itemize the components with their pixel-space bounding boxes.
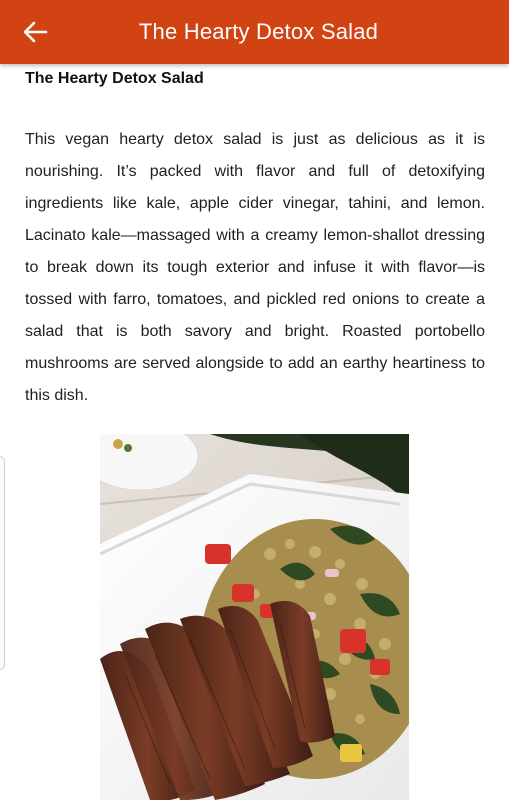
scroll-edge-handle[interactable] [0,456,5,670]
app-bar-title: The Hearty Detox Salad [138,19,379,44]
article-body: This vegan hearty detox salad is just as delicious as it is nourishing. It’s packed with flavor and full of detoxifying ingredients like kale, apple cider vinegar, tahini, and lemon. Lacinato kale—massaged with a creamy lemon-shallot dressing to break down its tough exterior and infuse it with flavor—is tossed with farro, tomatoes, and pickled red onions to create a salad that is both savory and bright. Roasted portobello mushrooms are served alongside to add an earthy heartiness to this dish. [25,131,485,404]
salad-photo [100,434,409,800]
article-heading: The Hearty Detox Salad [25,70,204,87]
app-bar [0,0,509,64]
salad-photo-illustration [100,434,409,800]
